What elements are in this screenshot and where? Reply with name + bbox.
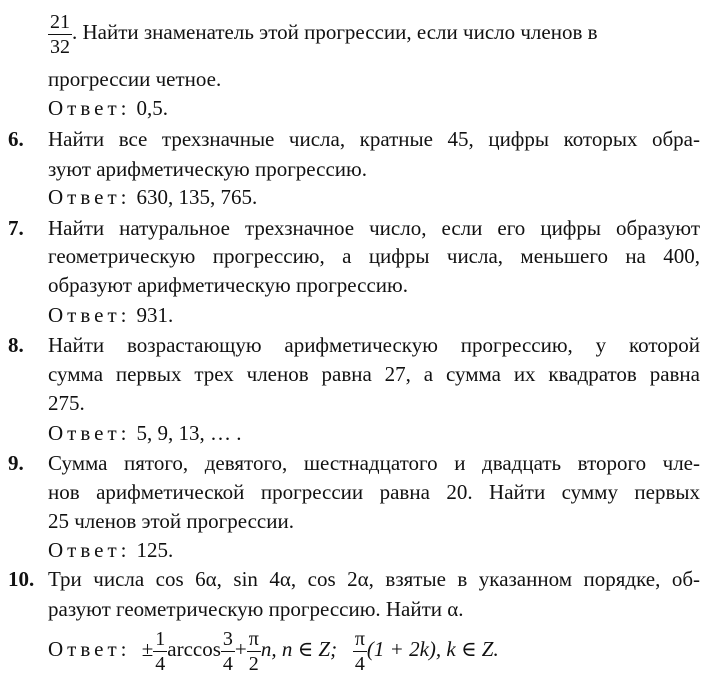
item5-answer (48, 95, 168, 121)
item7-line3: образуют арифметическую прогрессию. (48, 273, 408, 297)
answer-label: Ответ: (48, 303, 131, 327)
item9-number: 9. (8, 451, 24, 475)
item6-number: 6. (8, 127, 24, 151)
arccos-text: arccos (167, 637, 221, 661)
fraction-numerator: 3 (222, 627, 233, 650)
fraction-denominator: 4 (155, 652, 166, 675)
item6-answer (48, 184, 257, 210)
item9-line2: нов арифметической прогрессии равна 20. Найти сумму первых (48, 480, 700, 504)
fraction-denominator: 2 (248, 652, 259, 675)
answer-label: Ответ: (48, 637, 131, 661)
item8-line3: 275. (48, 391, 85, 415)
answer-fraction-1 (153, 629, 167, 674)
fraction-numerator: π (354, 627, 365, 650)
item8-answer (48, 420, 241, 446)
item5-text1: . Найти знаменатель этой прогрессии, если число членов в (72, 20, 598, 44)
answer-value: 125. (136, 538, 174, 562)
answer-value: 630, 135, 765. (136, 185, 258, 209)
item8-line2: сумма первых трех членов равна 27, а сумма их квадратов равна (48, 362, 700, 386)
item5-fraction (48, 12, 72, 57)
answer-fraction-4 (353, 629, 367, 674)
answer-label: Ответ: (48, 421, 131, 445)
plus-minus-sign: ± (141, 637, 154, 661)
fraction-numerator: 21 (50, 10, 70, 33)
item7-answer (48, 302, 173, 328)
item7-line2: геометрическую прогрессию, а цифры числа, меньшего на 400, (48, 244, 700, 268)
answer-value: 931. (136, 303, 174, 327)
answer-fraction-3 (247, 629, 261, 674)
item7-number: 7. (8, 216, 24, 240)
answer-fraction-2 (221, 629, 235, 674)
item6-line1: Найти все трехзначные числа, кратные 45, цифры которых обра- (48, 127, 700, 151)
item10-answer (48, 622, 499, 676)
fraction-numerator: π (248, 627, 259, 650)
item9-line3: 25 членов этой прогрессии. (48, 509, 294, 533)
answer-tail: (1 + 2k), k ∈ Z. (366, 637, 499, 661)
fraction-denominator: 32 (50, 35, 70, 58)
answer-label: Ответ: (48, 538, 131, 562)
answer-value: 0,5. (136, 96, 168, 120)
item9-line1: Сумма пятого, девятого, шестнадцатого и двадцать второго чле- (48, 451, 700, 475)
item5-line2: прогрессии четное. (48, 67, 222, 91)
fraction-denominator: 4 (222, 652, 233, 675)
answer-label: Ответ: (48, 185, 131, 209)
item10-line2: разуют геометрическую прогрессию. Найти α. (48, 597, 464, 621)
item5-line1 (48, 8, 598, 56)
plus-sign: + (234, 637, 247, 661)
item6-line2: зуют арифметическую прогрессию. (48, 157, 367, 181)
item8-number: 8. (8, 333, 24, 357)
answer-label: Ответ: (48, 96, 131, 120)
answer-value: 5, 9, 13, … . (136, 421, 242, 445)
item7-line1: Найти натуральное трехзначное число, если его цифры образуют (48, 216, 700, 240)
fraction-denominator: 4 (354, 652, 365, 675)
item8-line1: Найти возрастающую арифметическую прогрессию, у которой (48, 333, 700, 357)
item10-line1: Три числа cos 6α, sin 4α, cos 2α, взятые в указанном порядке, об- (48, 567, 700, 591)
fraction-numerator: 1 (155, 627, 166, 650)
item9-answer (48, 537, 173, 563)
answer-n-part: n, n ∈ Z; (260, 637, 338, 661)
item10-number: 10. (8, 567, 35, 591)
